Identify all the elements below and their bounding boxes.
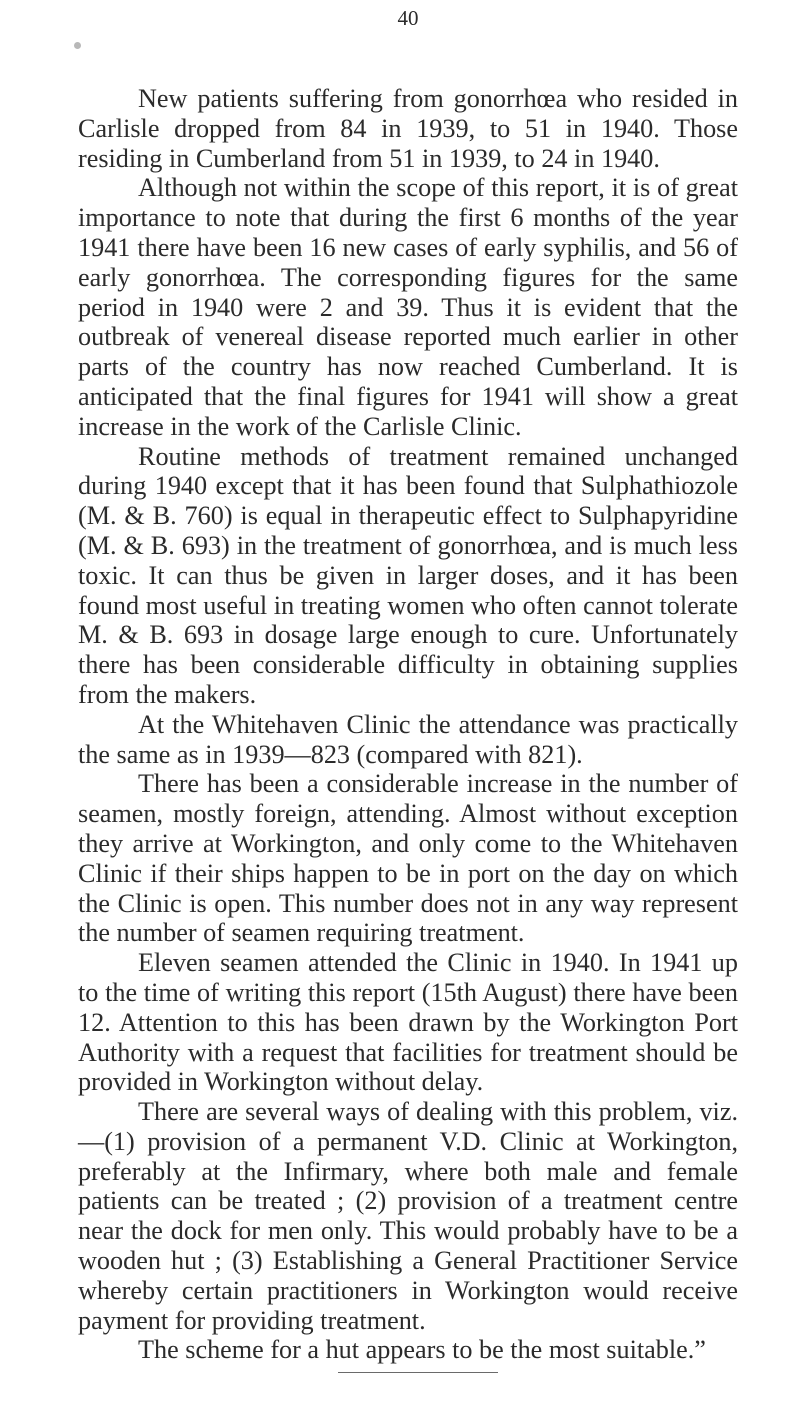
paragraph-options: There are several ways of dealing with this problem, viz.—(1) provision of a permanent V.D. Clinic at Workington, preferably at the Infirmary, where both male and female patients can be treated ; (2) provision of a treatment centre near the dock for men only. This would probably have to be a wooden hut ; (3) Establishing a General Practitioner Service whereby certain practitioners in Workington would receive payment for providing treatment.: [78, 1097, 738, 1335]
paragraph-outbreak-1941: Although not within the scope of this report, it is of great importance to note that during the first 6 months of the year 1941 there have been 16 new cases of early syphilis, and 56 of early gonorrhœa. The corresponding figures for the same period in 1940 were 2 and 39. Thus it is evident that the outbreak of venereal disease reported much earlier in other parts of the country has now reached Cumberland. It is anticipated that the final figures for 1941 will show a great increase in the work of the Carlisle Clinic.: [78, 173, 738, 441]
paragraph-seamen-increase: There has been a considerable increase in the number of seamen, mostly foreign, attending. Almost without exception they arrive at Workington, and only come to the Whitehaven Clinic if their ships happen to be in port on the day on which the Clinic is open. This number does not in any way represent the number of seamen requiring treatment.: [78, 769, 738, 948]
report-body: [78, 84, 738, 1365]
paragraph-new-patients: New patients suffering from gonorrhœa who resided in Carlisle dropped from 84 in 1939, to 51 in 1940. Those residing in Cumberland from 51 in 1939, to 24 in 1940.: [78, 84, 738, 173]
page-number: 40: [397, 6, 419, 30]
document-page: [78, 0, 738, 1427]
paragraph-eleven-seamen: Eleven seamen attended the Clinic in 1940. In 1941 up to the time of writing this report (15th August) there have been 12. Attention to this has been drawn by the Workington Port Authority with a request that facilities for treatment should be provided in Workington without delay.: [78, 948, 738, 1097]
paragraph-conclusion: The scheme for a hut appears to be the most suitable.”: [138, 1335, 706, 1365]
closing-rule: [338, 1372, 498, 1373]
paragraph-routine-treatment: Routine methods of treatment remained unchanged during 1940 except that it has been found that Sulphathiozole (M. & B. 760) is equal in therapeutic effect to Sulphapyridine (M. & B. 693) in the treatment of gonorrhœa, and is much less toxic. It can thus be given in larger doses, and it has been found most useful in treating women who often cannot tolerate M. & B. 693 in dosage large enough to cure. Unfortunately there has been considerable difficulty in obtaining supplies from the makers.: [78, 441, 738, 709]
scan-speck: [74, 42, 81, 49]
paragraph-whitehaven-attendance: At the Whitehaven Clinic the attendance was practically the same as in 1939—823 (compared with 821).: [78, 709, 738, 769]
